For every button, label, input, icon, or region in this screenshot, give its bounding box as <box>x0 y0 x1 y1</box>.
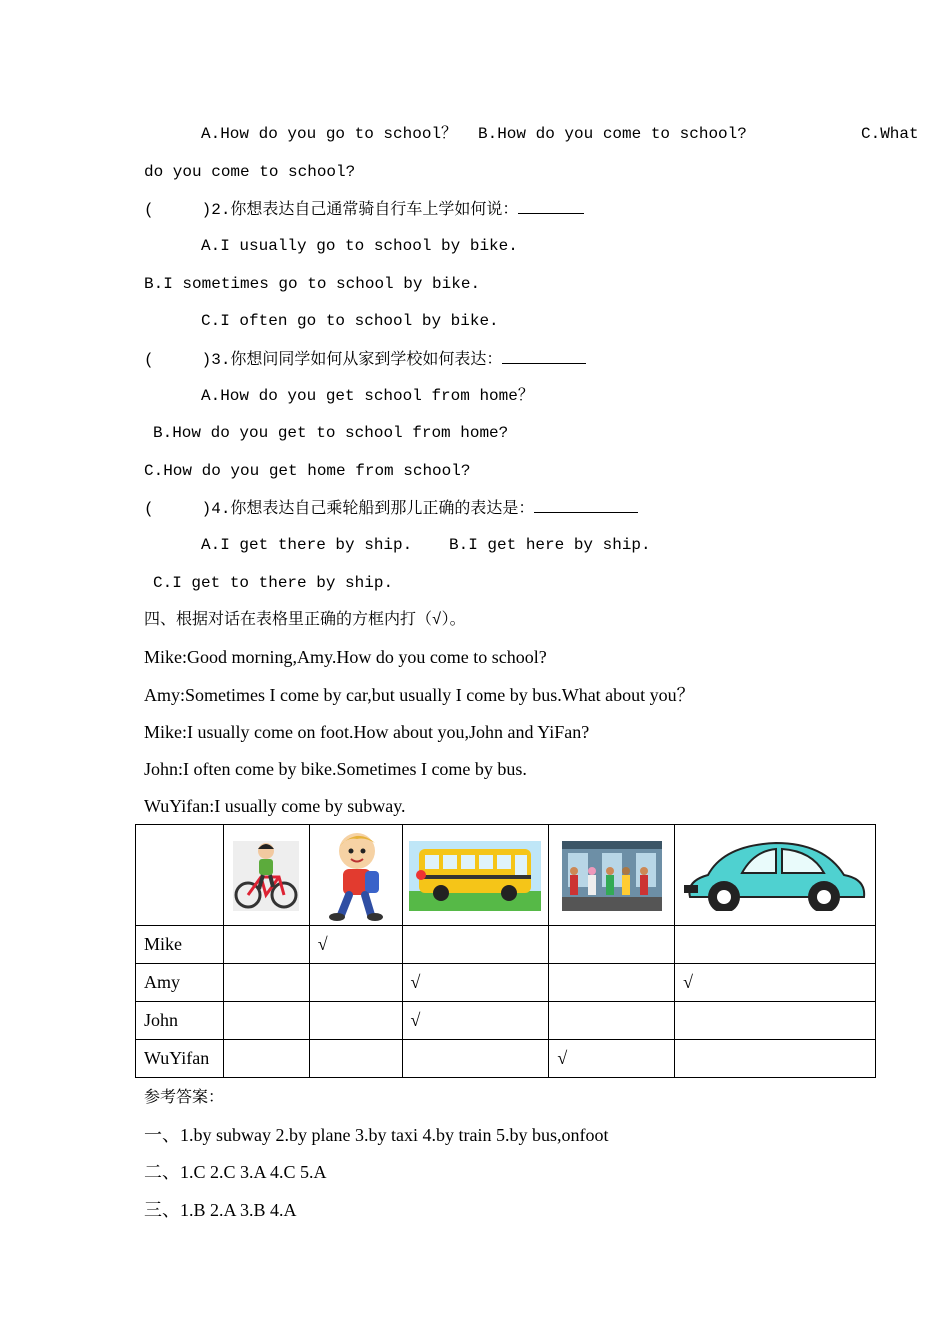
header-bike-cell <box>223 825 309 926</box>
transport-table <box>135 824 876 1078</box>
dialogue-line: Mike:I usually come on foot.How about you,John and YiFan? <box>144 722 590 742</box>
check-cell[interactable]: √ <box>675 964 876 1002</box>
row-name: Amy <box>136 964 224 1002</box>
dialogue-line: John:I often come by bike.Sometimes I come by bus. <box>144 759 527 779</box>
row-name: WuYifan <box>136 1040 224 1078</box>
q1-option-a: A.How do you go to school？ <box>201 125 458 143</box>
check-cell[interactable] <box>309 1002 402 1040</box>
q4-option-b: B.I get here by ship. <box>449 536 651 554</box>
q1-option-c-start: C.What <box>861 125 919 143</box>
dialogue-line: WuYifan:I usually come by subway. <box>144 796 406 816</box>
check-cell[interactable]: √ <box>402 964 549 1002</box>
check-cell[interactable] <box>549 1002 675 1040</box>
q2-option-c: C.I often go to school by bike. <box>201 312 499 330</box>
answers-heading: 参考答案： <box>144 1089 225 1107</box>
header-empty-cell <box>136 825 224 926</box>
q3-option-c: C.How do you get home from school? <box>144 462 471 480</box>
subway-icon <box>562 841 662 911</box>
header-bus-cell <box>402 825 549 926</box>
table-row <box>136 964 876 1002</box>
table-header-row <box>136 825 876 926</box>
answer-blank[interactable] <box>534 498 638 513</box>
school-bus-icon <box>409 841 541 911</box>
row-name: Mike <box>136 926 224 964</box>
q2-option-a: A.I usually go to school by bike. <box>201 237 518 255</box>
q4-option-c: C.I get to there by ship. <box>153 574 394 592</box>
check-cell[interactable] <box>223 926 309 964</box>
row-name: John <box>136 1002 224 1040</box>
q3-option-b: B.How do you get to school from home? <box>153 424 509 442</box>
answer-line: 三、1.B 2.A 3.B 4.A <box>144 1200 297 1220</box>
header-walk-cell <box>309 825 402 926</box>
header-car-cell <box>675 825 876 926</box>
answer-blank[interactable] <box>518 199 584 214</box>
check-cell[interactable] <box>549 926 675 964</box>
check-cell[interactable] <box>402 926 549 964</box>
check-cell[interactable] <box>675 1040 876 1078</box>
check-cell[interactable] <box>309 964 402 1002</box>
answer-blank[interactable] <box>502 349 586 364</box>
check-cell[interactable]: √ <box>402 1002 549 1040</box>
table-row <box>136 926 876 964</box>
check-cell[interactable] <box>223 1002 309 1040</box>
q2-option-b: B.I sometimes go to school by bike. <box>144 275 481 293</box>
q4-stem: ( )4.你想表达自己乘轮船到那儿正确的表达是： <box>144 498 638 519</box>
check-cell[interactable]: √ <box>549 1040 675 1078</box>
check-cell[interactable]: √ <box>309 926 402 964</box>
check-cell[interactable] <box>549 964 675 1002</box>
q2-stem: ( )2.你想表达自己通常骑自行车上学如何说： <box>144 199 584 220</box>
table-row <box>136 1002 876 1040</box>
q4-option-a: A.I get there by ship. <box>201 536 413 554</box>
answer-line: 一、1.by subway 2.by plane 3.by taxi 4.by train 5.by bus,onfoot <box>144 1125 609 1145</box>
check-cell[interactable] <box>309 1040 402 1078</box>
car-icon <box>684 841 866 911</box>
q1-option-b: B.How do you come to school? <box>478 125 747 143</box>
q3-stem: ( )3.你想问同学如何从家到学校如何表达： <box>144 349 586 370</box>
check-cell[interactable] <box>223 964 309 1002</box>
check-cell[interactable] <box>223 1040 309 1078</box>
check-cell[interactable] <box>675 926 876 964</box>
header-subway-cell <box>549 825 675 926</box>
dialogue-line: Amy:Sometimes I come by car,but usually I come by bus.What about you？ <box>144 685 695 705</box>
answer-line: 二、1.C 2.C 3.A 4.C 5.A <box>144 1162 327 1182</box>
check-cell[interactable] <box>402 1040 549 1078</box>
table-row <box>136 1040 876 1078</box>
q3-option-a: A.How do you get school from home？ <box>201 387 534 405</box>
bike-icon <box>233 841 299 911</box>
section4-heading: 四、根据对话在表格里正确的方框内打（√）。 <box>144 611 466 629</box>
q1-option-c-rest: do you come to school? <box>144 163 356 181</box>
check-cell[interactable] <box>675 1002 876 1040</box>
walking-boy-icon <box>321 829 391 923</box>
dialogue-line: Mike:Good morning,Amy.How do you come to school? <box>144 647 547 667</box>
